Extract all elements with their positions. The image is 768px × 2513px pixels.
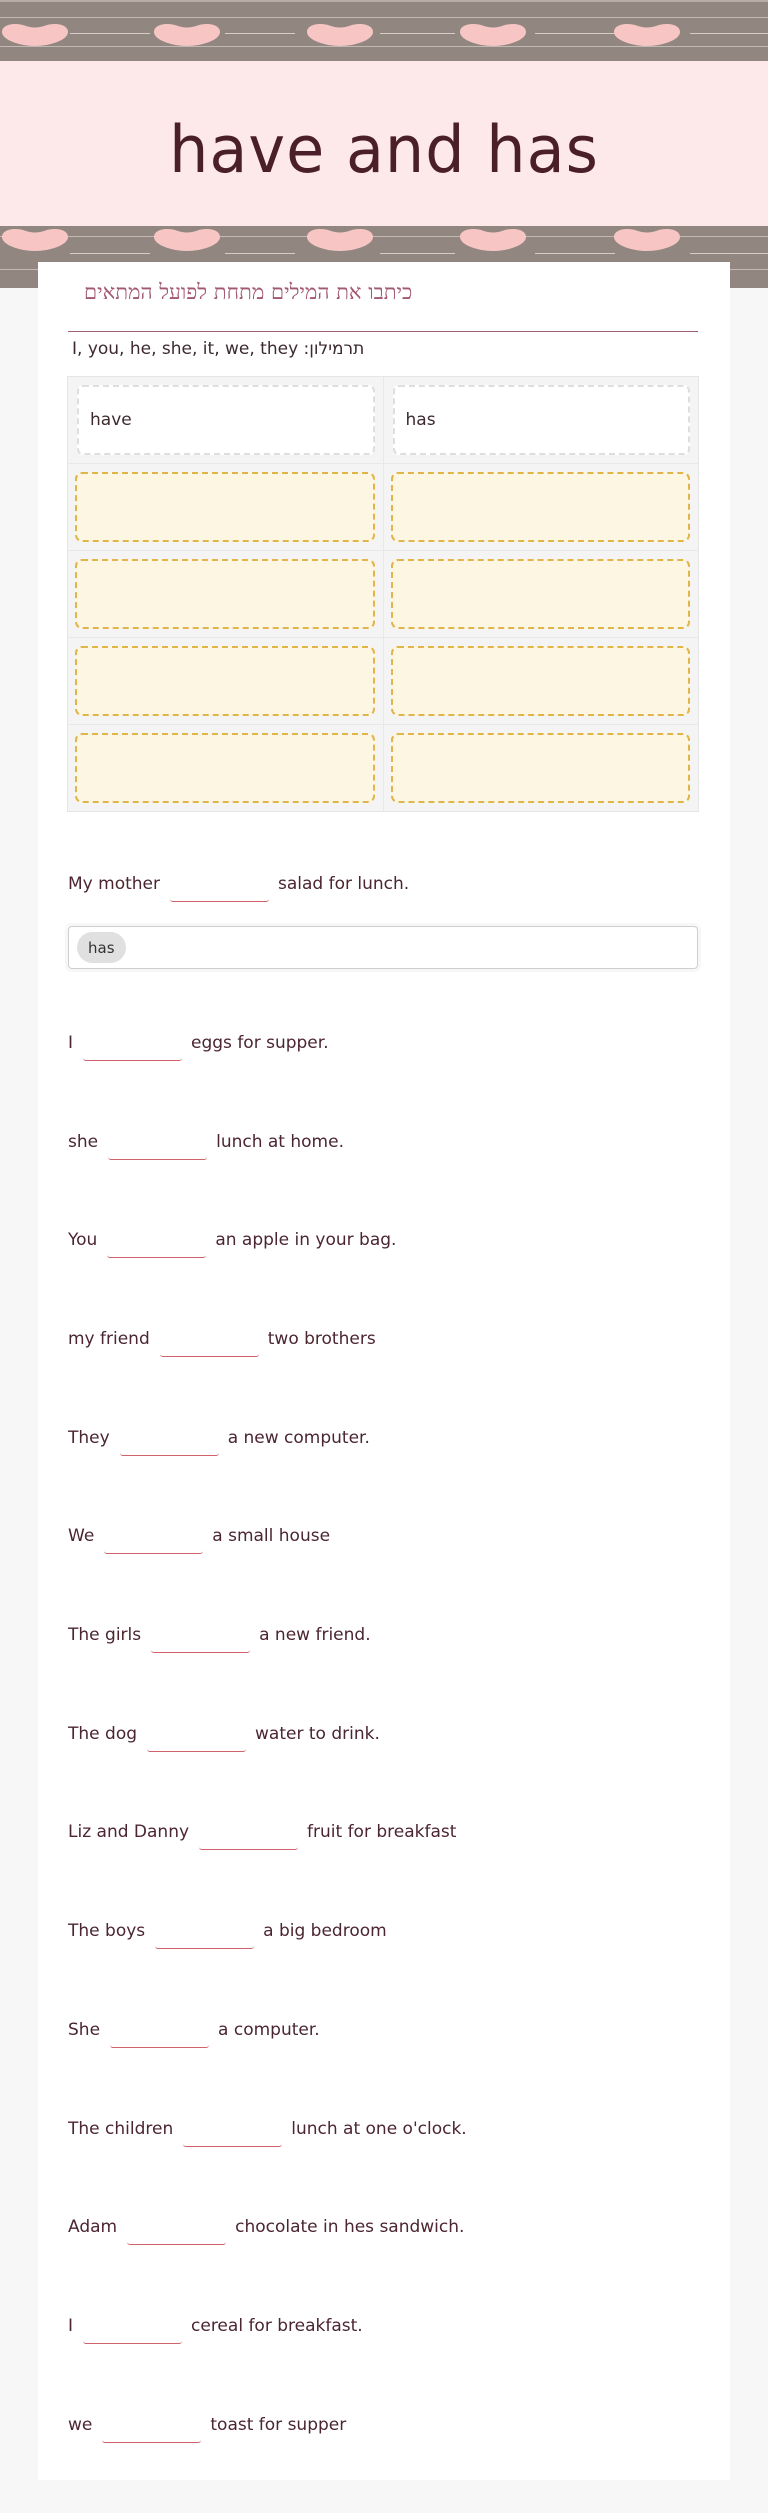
word-bank-text: I, you, he, she, it, we, they :תרמילון bbox=[72, 339, 365, 359]
question-row bbox=[68, 1817, 456, 1845]
banner-top bbox=[0, 0, 768, 61]
answer-options-box bbox=[68, 926, 698, 969]
answer-chip-has[interactable]: has bbox=[77, 932, 126, 963]
question-suffix: chocolate in hes sandwich. bbox=[235, 2217, 465, 2237]
sort-row bbox=[68, 725, 698, 811]
question-suffix: two brothers bbox=[267, 1329, 376, 1349]
drop-zone-has[interactable] bbox=[391, 646, 691, 716]
question-prefix: They bbox=[68, 1428, 110, 1448]
question-suffix: lunch at one o'clock. bbox=[291, 2119, 467, 2139]
question-prefix: Liz and Danny bbox=[68, 1822, 190, 1842]
heart-icon bbox=[305, 227, 375, 251]
script-line bbox=[690, 33, 768, 34]
question-suffix: a big bedroom bbox=[263, 1921, 387, 1941]
question-suffix: eggs for supper. bbox=[191, 1033, 329, 1053]
question-row bbox=[68, 2015, 320, 2043]
question-row bbox=[68, 1225, 396, 1253]
heart-icon bbox=[458, 227, 528, 251]
script-line bbox=[0, 46, 768, 47]
page-title: have and has bbox=[169, 111, 599, 188]
answer-blank[interactable] bbox=[151, 1631, 250, 1653]
sort-cell bbox=[68, 551, 384, 637]
question-suffix: fruit for breakfast bbox=[307, 1822, 457, 1842]
script-line bbox=[225, 33, 295, 34]
question-row bbox=[68, 2311, 363, 2339]
answer-blank[interactable] bbox=[155, 1927, 254, 1949]
question-suffix: water to drink. bbox=[255, 1724, 380, 1744]
script-line bbox=[70, 33, 150, 34]
sort-row bbox=[68, 638, 698, 725]
question-row bbox=[68, 2212, 464, 2240]
script-line bbox=[0, 17, 768, 18]
question-suffix: a small house bbox=[212, 1526, 331, 1546]
instruction-heading-text: כיתבו את המילים מתחת לפועל המתאים bbox=[84, 280, 413, 304]
sort-cell bbox=[384, 725, 699, 811]
title-band bbox=[0, 61, 768, 226]
drop-zone-has[interactable] bbox=[391, 472, 691, 542]
sort-row bbox=[68, 464, 698, 551]
script-line bbox=[690, 253, 768, 254]
drop-zone-have[interactable] bbox=[75, 472, 375, 542]
question-prefix: my friend bbox=[68, 1329, 150, 1349]
answer-blank[interactable] bbox=[108, 1138, 207, 1160]
heart-icon bbox=[152, 22, 222, 46]
heart-icon bbox=[305, 22, 375, 46]
banner-edge bbox=[0, 0, 768, 2]
sort-header-cell bbox=[68, 377, 384, 463]
answer-blank[interactable] bbox=[102, 2421, 201, 2443]
question-suffix: salad for lunch. bbox=[277, 874, 410, 894]
answer-blank[interactable] bbox=[83, 2322, 182, 2344]
heart-icon bbox=[612, 227, 682, 251]
answer-blank[interactable] bbox=[199, 1828, 298, 1850]
question-prefix: The girls bbox=[68, 1625, 142, 1645]
question-prefix: I bbox=[68, 1033, 74, 1053]
drop-zone-have[interactable] bbox=[75, 733, 375, 803]
question-row bbox=[68, 1127, 344, 1155]
question-prefix: The children bbox=[68, 2119, 174, 2139]
question-prefix: She bbox=[68, 2020, 101, 2040]
question-prefix: My mother bbox=[68, 874, 160, 894]
sort-cell bbox=[384, 551, 699, 637]
question-row bbox=[68, 869, 409, 897]
answer-blank[interactable] bbox=[120, 1434, 219, 1456]
script-line bbox=[70, 253, 150, 254]
sort-cell bbox=[384, 464, 699, 550]
heart-icon bbox=[0, 227, 70, 251]
script-line bbox=[380, 33, 455, 34]
drop-zone-have[interactable] bbox=[75, 559, 375, 629]
sort-cell bbox=[68, 638, 384, 724]
script-line bbox=[225, 253, 295, 254]
question-prefix: we bbox=[68, 2415, 93, 2435]
question-suffix: a computer. bbox=[218, 2020, 320, 2040]
sort-header-row bbox=[68, 377, 698, 464]
question-row bbox=[68, 1423, 370, 1451]
question-prefix: The boys bbox=[68, 1921, 146, 1941]
question-prefix: Adam bbox=[68, 2217, 118, 2237]
sort-header-cell bbox=[384, 377, 699, 463]
sort-cell bbox=[384, 638, 699, 724]
question-suffix: a new friend. bbox=[259, 1625, 371, 1645]
question-row bbox=[68, 1916, 387, 1944]
question-row bbox=[68, 1719, 380, 1747]
question-suffix: a new computer. bbox=[227, 1428, 370, 1448]
question-row bbox=[68, 2114, 467, 2142]
column-header-have: have bbox=[77, 385, 375, 455]
answer-blank[interactable] bbox=[183, 2125, 282, 2147]
question-row bbox=[68, 1521, 330, 1549]
heart-icon bbox=[612, 22, 682, 46]
drop-zone-has[interactable] bbox=[391, 733, 691, 803]
answer-blank[interactable] bbox=[160, 1335, 259, 1357]
answer-blank[interactable] bbox=[127, 2223, 226, 2245]
script-line bbox=[535, 253, 615, 254]
heart-icon bbox=[458, 22, 528, 46]
question-row bbox=[68, 1324, 376, 1352]
question-suffix: an apple in your bag. bbox=[215, 1230, 397, 1250]
column-header-has: has bbox=[393, 385, 691, 455]
question-prefix: I bbox=[68, 2316, 74, 2336]
answer-blank[interactable] bbox=[170, 880, 269, 902]
answer-blank[interactable] bbox=[83, 1039, 182, 1061]
worksheet-card bbox=[38, 262, 730, 2480]
heart-icon bbox=[152, 227, 222, 251]
answer-blank[interactable] bbox=[110, 2026, 209, 2048]
script-line bbox=[380, 253, 455, 254]
question-prefix: We bbox=[68, 1526, 95, 1546]
question-prefix: The dog bbox=[68, 1724, 138, 1744]
sort-table bbox=[67, 376, 699, 812]
answer-blank[interactable] bbox=[104, 1532, 203, 1554]
answer-blank[interactable] bbox=[107, 1236, 206, 1258]
drop-zone-have[interactable] bbox=[75, 646, 375, 716]
question-row bbox=[68, 2410, 346, 2438]
heart-icon bbox=[0, 22, 70, 46]
answer-blank[interactable] bbox=[147, 1730, 246, 1752]
script-line bbox=[535, 33, 615, 34]
question-row bbox=[68, 1028, 329, 1056]
question-row bbox=[68, 1620, 371, 1648]
question-prefix: she bbox=[68, 1132, 99, 1152]
sort-row bbox=[68, 551, 698, 638]
sort-cell bbox=[68, 725, 384, 811]
sort-cell bbox=[68, 464, 384, 550]
question-suffix: lunch at home. bbox=[216, 1132, 344, 1152]
drop-zone-has[interactable] bbox=[391, 559, 691, 629]
question-suffix: cereal for breakfast. bbox=[191, 2316, 363, 2336]
question-prefix: You bbox=[68, 1230, 98, 1250]
question-suffix: toast for supper bbox=[210, 2415, 347, 2435]
